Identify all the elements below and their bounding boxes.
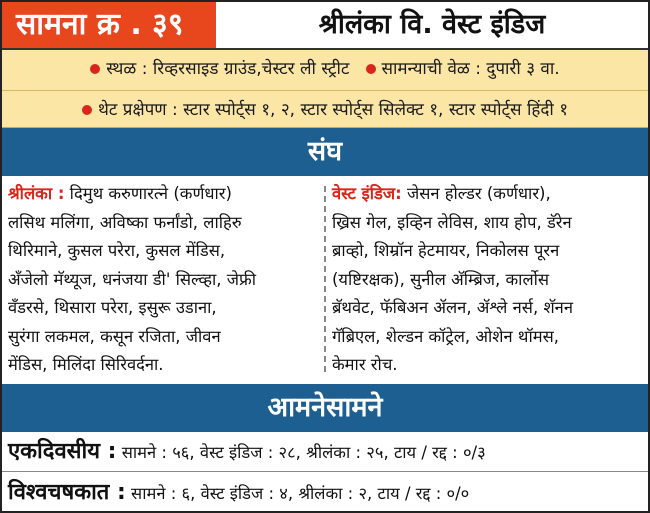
sri-lanka-squad [8, 176, 320, 384]
world-cup-label: विश्वचषकात : [8, 480, 126, 505]
squad-line: गॅब्रिएल, शेल्डन कॉट्रेल, ओशेन थॉमस, [332, 326, 560, 346]
match-title: श्रीलंका वि. वेस्ट इंडिज [318, 9, 546, 40]
squad-line: मेंडिस, मिलिंदा सिरिवर्दना. [8, 355, 164, 374]
match-number-badge: सामना क्र . ३९ [2, 2, 216, 48]
match-header [2, 2, 648, 50]
squad-line: वेस्ट इंडिज: जेसन होल्डर (कर्णधार), [332, 184, 551, 203]
squad-line: ख्रिस गेल, इव्हिन लेविस, शाय होप, डॅरेन [332, 212, 572, 232]
head-to-head-stats [2, 432, 648, 513]
squad-divider [324, 186, 326, 372]
squad-line: श्रीलंका : दिमुथ करुणारत्ने (कर्णधार) [8, 184, 232, 203]
team-name-sri-lanka: श्रीलंका : [8, 184, 65, 203]
squad-line: थिरिमाने, कुसल परेरा, कुसल मेंडिस, [8, 241, 226, 260]
broadcast-text: थेट प्रक्षेपण : स्टार स्पोर्ट्स १, २, स्टार स्पोर्ट्स सिलेक्ट १, स्टार स्पोर्ट्स हिंदी १ [97, 100, 569, 120]
squad-line: वँडरसे, थिसारा परेरा, इसुरू उडाना, [8, 298, 217, 317]
broadcast-row [2, 90, 648, 128]
bullet-dot-icon [82, 105, 92, 115]
time-text: सामन्याची वेळ : दुपारी ३ वा. [381, 59, 560, 79]
squad-line: (यष्टिरक्षक), सुनील अ‍ॅम्ब्रिज, कार्लोस [332, 269, 550, 289]
west-indies-squad [332, 176, 642, 384]
venue-time-row [2, 56, 648, 79]
squads-heading: संघ [2, 128, 648, 176]
team-name-west-indies: वेस्ट इंडिज: [332, 184, 402, 203]
match-info-panel [2, 50, 648, 128]
odi-value: सामने : ५६, वेस्ट इंडिज : २८, श्रीलंका : २५, टाय / रद्द : ०/३ [116, 443, 486, 462]
bullet-dot-icon [90, 64, 100, 74]
squad-line: ब्राव्हो, शिम्रॉन हेटमायर, निकोलस पूरन [332, 241, 560, 260]
bullet-dot-icon [366, 64, 376, 74]
world-cup-record-row [2, 473, 648, 513]
squad-line: लसिथ मलिंगा, अविष्का फर्नांडो, लाहिरु [8, 212, 242, 232]
odi-record-row [2, 432, 648, 472]
head-to-head-heading: आमनेसामने [2, 384, 648, 432]
squad-line: केमार रोच. [332, 355, 398, 374]
odi-label: एकदिवसीय : [8, 439, 117, 464]
squad-line: अँजेलो मॅथ्यूज, धनंजया डी' सिल्व्हा, जेफ्री [8, 269, 257, 289]
squad-line: सुरंगा लकमल, कसून रजिता, जीवन [8, 326, 221, 346]
squad-line: ब्रॅथवेट, फॅबिअन ॲलन, ॲश्ले नर्स, शॅनन [332, 298, 573, 317]
squads-section [2, 176, 648, 384]
world-cup-value: सामने : ६, वेस्ट इंडिज : ४, श्रीलंका : २, टाय / रद्द : ०/० [125, 484, 470, 503]
venue-text: स्थळ : रिव्हरसाइड ग्राउंड,चेस्टर ली स्ट्रीट [106, 59, 350, 79]
